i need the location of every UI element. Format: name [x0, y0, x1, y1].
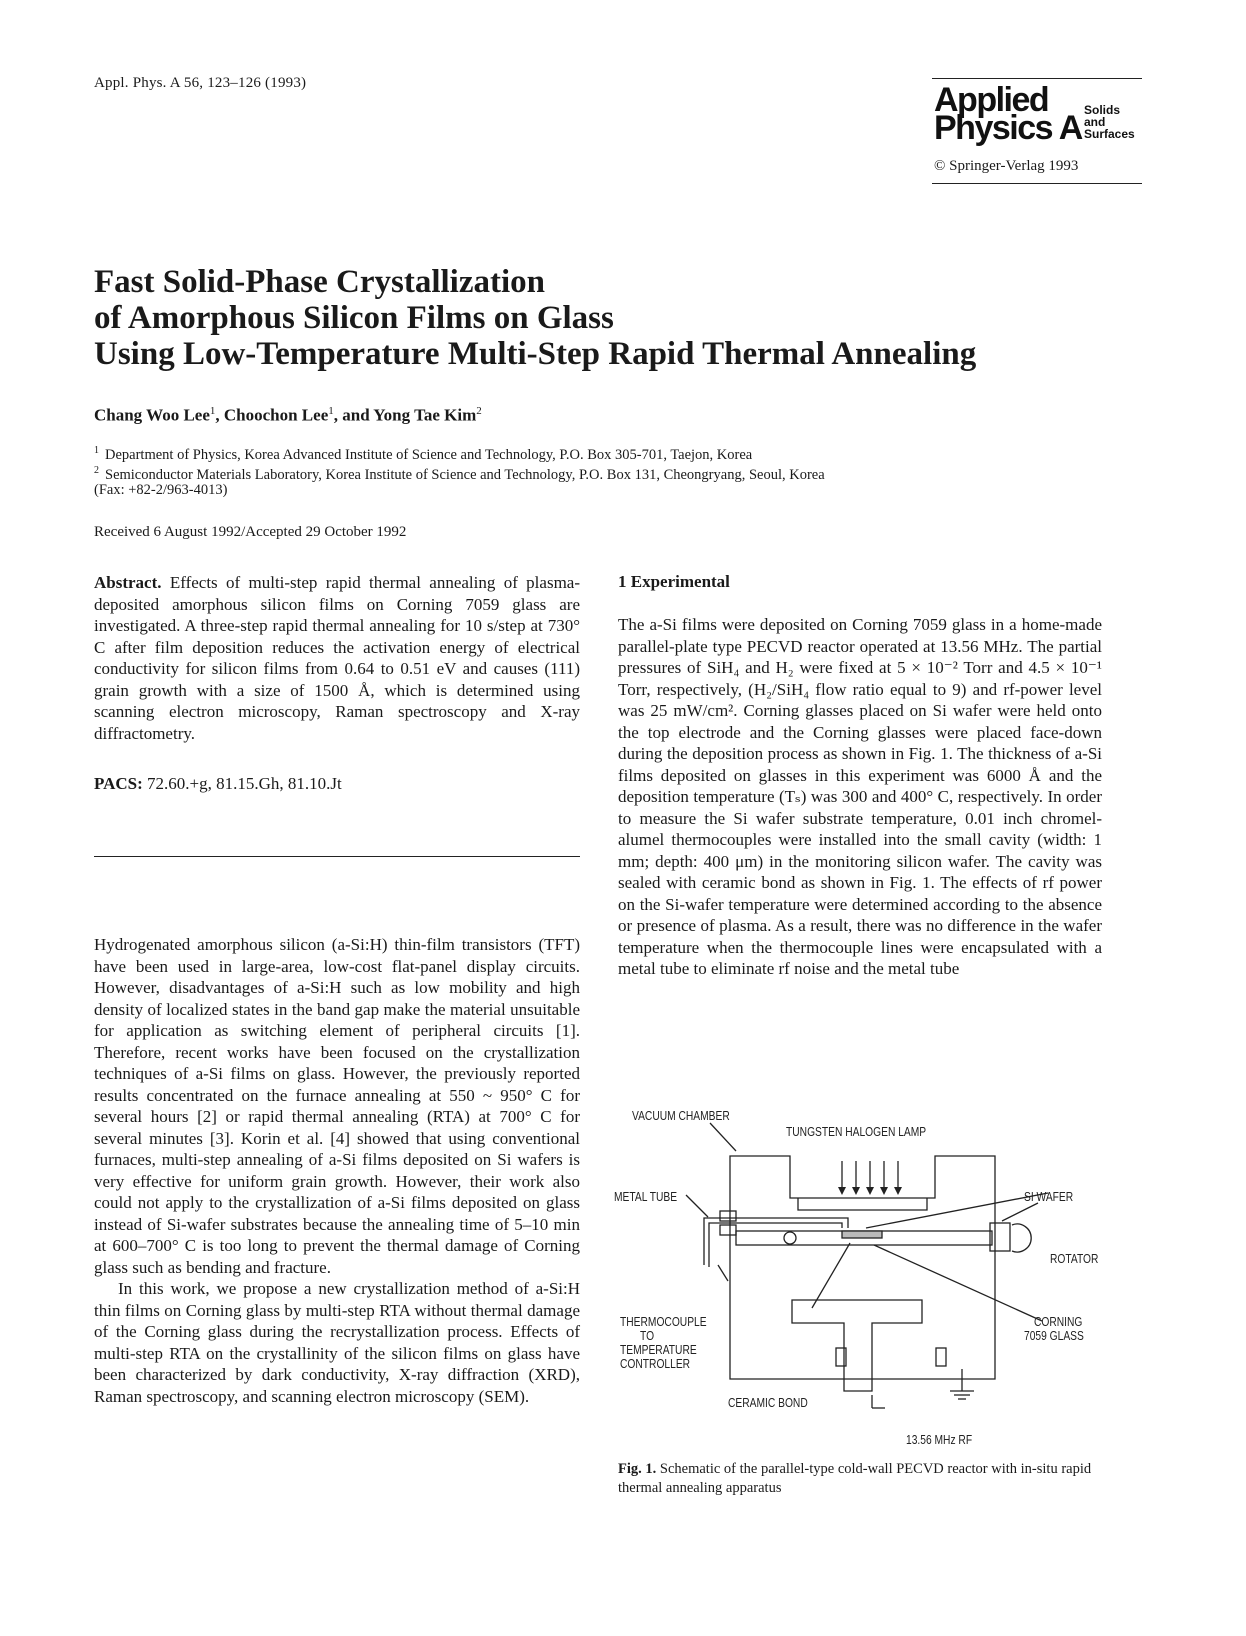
- logo-and: and: [1084, 115, 1106, 129]
- title-line: of Amorphous Silicon Films on Glass: [94, 300, 614, 336]
- pacs-label: PACS:: [94, 774, 143, 793]
- vacuum-chamber-leader: [710, 1123, 736, 1151]
- reactor-schematic-drawing: [610, 1095, 1110, 1455]
- title-line: Using Low-Temperature Multi-Step Rapid Thermal Annealing: [94, 336, 977, 372]
- logo-physics-a: Physics A: [934, 109, 1082, 147]
- pacs-text: 72.60.+g, 81.15.Gh, 81.10.Jt: [142, 774, 342, 793]
- abstract-label: Abstract.: [94, 573, 162, 592]
- logo-applied: Applied: [934, 81, 1049, 119]
- figure-label: ROTATOR: [1050, 1252, 1099, 1266]
- figure-label: TEMPERATURE: [620, 1343, 697, 1357]
- experimental-text: The a-Si films were deposited on Corning 7059 glass in a home-made parallel-plate type PECVD reactor operated at 13.56 MHz. The partial pressures of SiH₄ and H₂ were fixed at 5 × 10⁻² Torr and 4.5 × 10⁻¹ Torr, respectively, (H₂/SiH₄ flow ratio equal to 9) and rf-power level was 25 mW/cm². Corning glasses placed on Si wafer were held onto the top electrode and the Corning glasses were placed face-down during the deposition process as shown in Fig. 1. The thickness of a-Si films deposited on glasses in this experiment was 6000 Å and the deposition temperature (Tₛ) was 300 and 400° C, respectively. In order to measure the Si wafer substrate temperature, 0.01 inch chromel-alumel thermocouples were installed into the small cavity (width: 1 mm; depth: 400 μm) in the monitoring silicon wafer. The cavity was sealed with ceramic bond as shown in Fig. 1. The effects of rf power on the Si-wafer temperature were determined according to the absence or presence of plasma. As a result, there was no difference in the wafer temperature when the thermocouple lines were encapsulated with a metal tube to eliminate rf noise and the metal tube: [618, 615, 1102, 978]
- logo-surfaces: Surfaces: [1084, 127, 1135, 141]
- journal-reference: Appl. Phys. A 56, 123–126 (1993): [94, 75, 307, 91]
- logo-top-rule: [932, 78, 1142, 79]
- section-heading-experimental: 1 Experimental: [618, 572, 730, 591]
- pacs-codes: [94, 774, 342, 794]
- figure-label: TUNGSTEN HALOGEN LAMP: [786, 1125, 927, 1139]
- bottom-electrode: [792, 1300, 922, 1391]
- author-separator: ,: [215, 405, 224, 425]
- author-separator: , and: [333, 405, 374, 425]
- rotator-arrow: [1012, 1224, 1031, 1252]
- intro-paragraph-2: In this work, we propose a new crystallization method of a-Si:H thin films on Corning glass by multi-step RTA without thermal damage of the Corning glass during the recrystallization process. Effects of multi-step RTA on the crystallinity of the silicon films on glass have been characterized by dark conductivity, X-ray diffraction (XRD), Raman spectroscopy, and scanning electron microscopy (SEM).: [94, 1279, 580, 1406]
- introduction: [94, 934, 580, 1407]
- intro-paragraph-1: Hydrogenated amorphous silicon (a-Si:H) thin-film transistors (TFT) have been used in large-area, low-cost flat-panel display circuits. However, disadvantages of a-Si:H such as low mobility and high density of localized states in the band gap make the material unsuitable for application as switching element of peripheral circuits [1]. Therefore, recent works have been focused on the crystallization techniques of a-Si films on glass. However, the previously reported results concentrated on the furnace annealing at 550 ~ 950° C for several hours [2] or rapid thermal annealing (RTA) at 700° C for several minutes [3]. Korin et al. [4] showed that using conventional furnaces, multi-step annealing of a-Si films deposited on Si wafers is very effective for uniform grain growth. However, their work also could not apply to the crystallization of a-Si films deposited on glass instead of Si-wafer substrates because the annealing time of 5–10 min at 600–700° C is too long to prevent the thermal damage of Corning glass such as bending and fracture.: [94, 935, 580, 1277]
- paper-title: [94, 264, 1134, 372]
- abstract: [94, 572, 580, 744]
- affiliation-text: Semiconductor Materials Laboratory, Korea Institute of Science and Technology, P.O. Box 131, Cheongryang, Seoul, Korea: [105, 466, 825, 483]
- figure-label: THERMOCOUPLE: [620, 1315, 707, 1329]
- figure-label: METAL TUBE: [614, 1190, 678, 1204]
- vacuum-chamber-outline: [730, 1156, 995, 1379]
- lamp-window: [798, 1198, 927, 1210]
- figure-label: CONTROLLER: [620, 1357, 691, 1371]
- author-name: Chang Woo Lee: [94, 405, 210, 425]
- abstract-text: Effects of multi-step rapid thermal annealing of plasma-deposited amorphous silicon films on Corning 7059 glass are investigated. A three-step rapid thermal annealing for 10 s/step at 730° C after film deposition reduces the activation energy of electrical conductivity for silicon films from 0.64 to 0.51 eV and causes (111) grain growth with a size of 1500 Å, which is determined using scanning electron microscopy, Raman spectroscopy and X-ray diffractometry.: [94, 573, 580, 743]
- logo-bottom-rule: [932, 183, 1142, 184]
- figure-label: CERAMIC BOND: [728, 1396, 808, 1410]
- fax-number: (Fax: +82-2/963-4013): [94, 482, 228, 498]
- figure-label: 13.56 MHz RF: [906, 1433, 973, 1447]
- figure-label: SI WAFER: [1024, 1190, 1074, 1204]
- lamp-arrows: [842, 1161, 898, 1189]
- affiliation-text: Department of Physics, Korea Advanced Institute of Science and Technology, P.O. Box 305-701, Taejon, Korea: [105, 446, 753, 463]
- author-affiliation-mark: 1: [328, 405, 334, 417]
- caption-text: Schematic of the parallel-type cold-wall PECVD reactor with in-situ rapid thermal annealing apparatus: [618, 1461, 1092, 1496]
- si-wafer-substrate: [842, 1231, 882, 1238]
- figure-label: 7059 GLASS: [1024, 1329, 1084, 1343]
- figure-caption: [618, 1460, 1102, 1498]
- author-affiliation-mark: 1: [209, 405, 216, 417]
- author-name: Choochon Lee: [223, 405, 329, 425]
- author-affiliation-mark: 2: [476, 405, 482, 417]
- figure-label: TO: [640, 1329, 655, 1343]
- author-name: Yong Tae Kim: [373, 405, 477, 425]
- experimental-paragraph: [618, 614, 1102, 980]
- figure-1-schematic: [610, 1095, 1110, 1455]
- author-list: [94, 405, 482, 426]
- affiliation-mark: 1: [94, 445, 99, 456]
- copyright: © Springer-Verlag 1993: [934, 158, 1079, 174]
- rotator-coupling: [990, 1223, 1010, 1251]
- logo-solids: Solids: [1084, 103, 1121, 117]
- affiliation-mark: 2: [94, 465, 99, 476]
- received-date: Received 6 August 1992/Accepted 29 October 1992: [94, 524, 407, 540]
- journal-logo: [932, 78, 1142, 184]
- caption-label: Fig. 1.: [618, 1461, 657, 1477]
- figure-label: VACUUM CHAMBER: [632, 1109, 730, 1123]
- title-line: Fast Solid-Phase Crystallization: [94, 264, 545, 300]
- column-divider-rule: [94, 856, 580, 857]
- figure-label: CORNING: [1034, 1315, 1083, 1329]
